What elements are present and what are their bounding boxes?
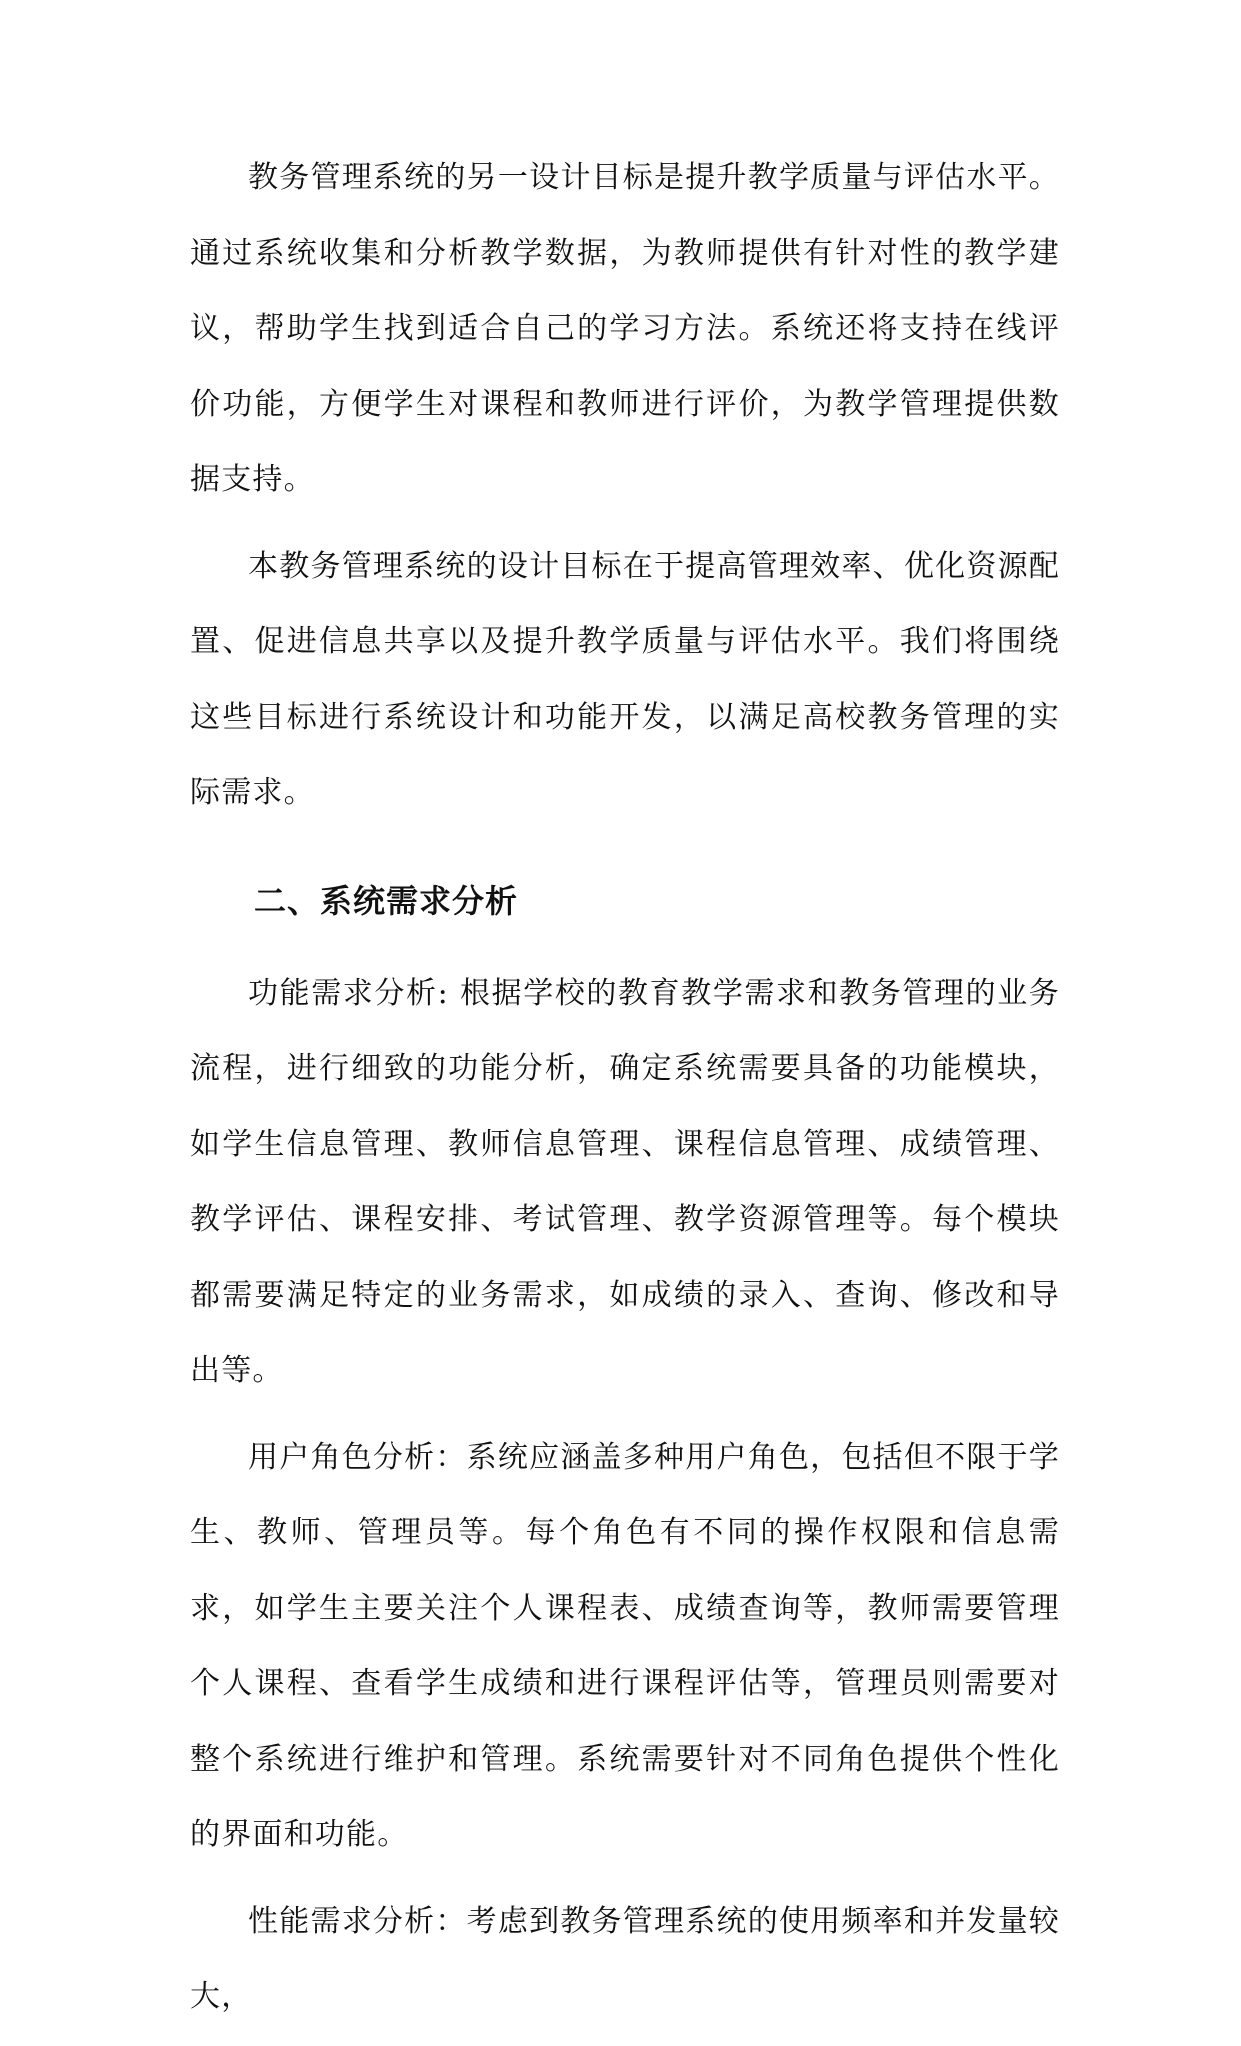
paragraph-design-goal-summary: 本教务管理系统的设计目标在于提高管理效率、优化资源配置、促进信息共享以及提升教学质量与评估水平。我们将围绕这些目标进行系统设计和功能开发，以满足高校教务管理的实际需求。 — [190, 548, 1060, 810]
paragraph-performance-requirements: 性能需求分析：考虑到教务管理系统的使用频率和并发量较大， — [190, 1903, 1060, 2014]
section-heading: 二、系统需求分析 — [254, 881, 519, 920]
paragraph-design-goal-quality: 教务管理系统的另一设计目标是提升教学质量与评估水平。通过系统收集和分析教学数据，为教师提供有针对性的教学建议，帮助学生找到适合自己的学习方法。系统还将支持在线评价功能，方便学生对课程和教师进行评价，为教学管理提供数据支持。 — [190, 160, 1060, 497]
paragraph-functional-requirements: 功能需求分析: 根据学校的教育教学需求和教务管理的业务流程，进行细致的功能分析，确定系统需要具备的功能模块，如学生信息管理、教师信息管理、课程信息管理、成绩管理、教学评估、课程安排、考试管理、教学资源管理等。每个模块都需要满足特定的业务需求，如成绩的录入、查询、修改和导出等。 — [190, 975, 1060, 1388]
paragraph-user-roles: 用户角色分析：系统应涵盖多种用户角色，包括但不限于学生、教师、管理员等。每个角色有不同的操作权限和信息需求，如学生主要关注个人课程表、成绩查询等，教师需要管理个人课程、查看学生成绩和进行课程评估等，管理员则需要对整个系统进行维护和管理。系统需要针对不同角色提供个性化的界面和功能。 — [190, 1439, 1060, 1852]
document-body — [190, 140, 1060, 2046]
